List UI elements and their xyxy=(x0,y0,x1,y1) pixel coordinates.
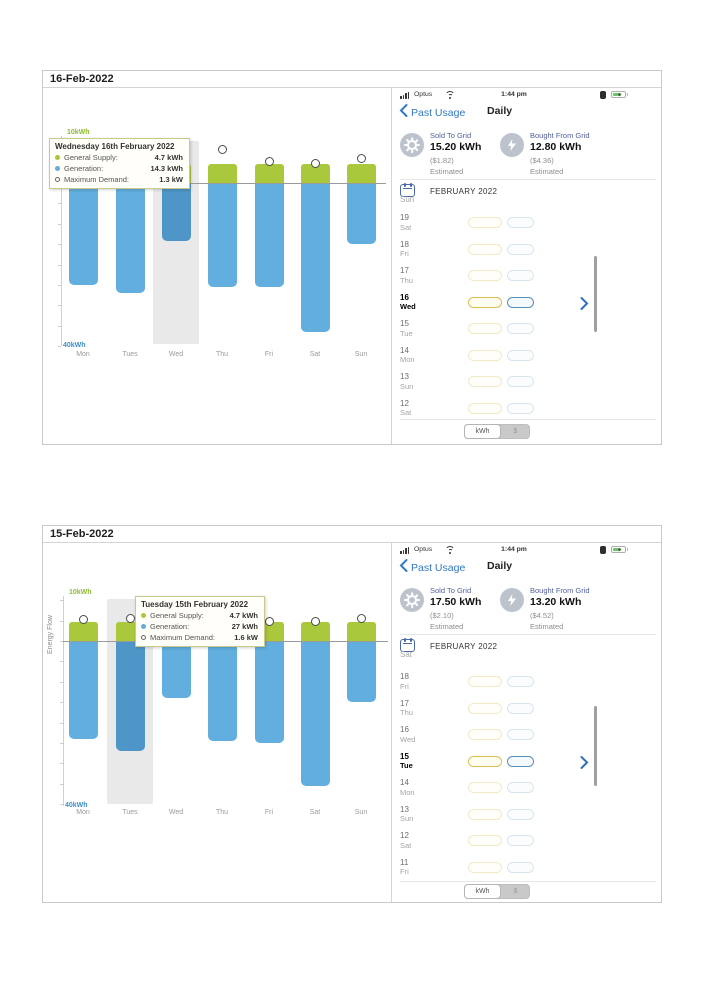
date-list-item[interactable] xyxy=(392,858,602,882)
date-number: 15 xyxy=(400,319,409,328)
stat-value: 15.20 kWh xyxy=(430,141,482,153)
signal-bar xyxy=(408,92,410,100)
generation-bar[interactable] xyxy=(347,183,376,244)
dollar-toggle-option[interactable]: $ xyxy=(513,888,518,895)
max-demand-marker[interactable] xyxy=(357,154,366,163)
tooltip-title: Wednesday 16th February 2022 xyxy=(55,142,175,151)
forward-chevron-icon[interactable] xyxy=(580,297,589,315)
stat-label: Sold To Grid xyxy=(430,586,472,595)
date-weekday: Sat xyxy=(400,408,412,417)
date-weekday: Sat xyxy=(400,840,412,850)
generation-bar[interactable] xyxy=(69,641,98,739)
nav-title: Daily xyxy=(487,105,513,117)
sold-to-grid-pill xyxy=(468,376,502,387)
date-weekday: Wed xyxy=(400,302,416,311)
y-axis-tick xyxy=(58,224,61,225)
section-divider xyxy=(400,419,656,420)
generation-bar[interactable] xyxy=(255,183,284,287)
max-demand-marker[interactable] xyxy=(311,617,320,626)
date-weekday: Fri xyxy=(400,867,409,876)
x-axis-label: Sun xyxy=(354,809,368,816)
bolt-icon xyxy=(500,133,524,157)
x-axis-label: Thu xyxy=(215,351,229,358)
stat-note: Estimated xyxy=(430,167,464,176)
sun-center xyxy=(407,595,417,605)
y-axis-tick xyxy=(60,804,63,805)
clipped-weekday-label: Sat xyxy=(400,650,413,659)
date-number: 18 xyxy=(400,672,409,681)
back-button-label: Past Usage xyxy=(411,107,466,119)
date-list-item[interactable] xyxy=(392,240,602,264)
panel-date-title: 15-Feb-2022 xyxy=(50,528,114,540)
tooltip-label: Generation: xyxy=(64,164,104,173)
date-weekday: Sun xyxy=(400,814,414,823)
sun-center xyxy=(407,140,417,150)
bought-from-grid-pill xyxy=(507,676,534,687)
tooltip-label: General Supply: xyxy=(64,153,118,162)
calendar-tab xyxy=(404,183,406,187)
date-weekday: Sat xyxy=(400,222,412,232)
supply-bar[interactable] xyxy=(347,164,376,183)
wifi-icon xyxy=(445,90,457,99)
date-number: 16 xyxy=(400,292,409,302)
supply-legend-marker xyxy=(55,155,60,160)
sold-to-grid-pill xyxy=(468,244,502,255)
bought-from-grid-pill xyxy=(507,809,534,820)
date-list-item[interactable] xyxy=(392,213,602,237)
tooltip-label: Generation: xyxy=(150,622,190,631)
nav-bar xyxy=(392,559,664,574)
y-axis-tick xyxy=(58,265,61,266)
signal-strength-icon xyxy=(400,91,411,99)
x-axis-label: Sat xyxy=(309,809,321,816)
y-axis-tick xyxy=(58,326,61,327)
signal-bar xyxy=(405,93,407,99)
stat-cost: ($2.10) xyxy=(430,611,454,620)
stat-card xyxy=(500,131,600,179)
date-weekday: Mon xyxy=(400,355,415,364)
bought-from-grid-pill xyxy=(507,270,534,281)
y-axis-tick xyxy=(60,600,63,601)
generation-bar[interactable] xyxy=(162,183,191,241)
wifi-dot xyxy=(449,97,451,99)
date-number: 11 xyxy=(400,857,409,867)
battery-icon xyxy=(611,546,626,554)
stat-label: Bought From Grid xyxy=(530,586,590,595)
tooltip-value: 4.7 kWh xyxy=(154,153,183,162)
phone-screenshot xyxy=(392,542,661,902)
back-button-label: Past Usage xyxy=(411,562,466,574)
x-axis-label: Tues xyxy=(122,809,138,816)
scrollbar[interactable] xyxy=(594,706,597,786)
date-weekday: Tue xyxy=(400,328,413,338)
tooltip-value: 14.3 kWh xyxy=(150,164,183,173)
energy-flow-chart xyxy=(43,87,391,444)
bolt-icon xyxy=(500,588,524,612)
stat-cost: ($4.52) xyxy=(530,611,554,620)
battery-icon xyxy=(611,91,626,99)
dollar-toggle-option[interactable]: $ xyxy=(513,428,518,435)
bought-from-grid-pill xyxy=(507,323,534,334)
date-list-item[interactable] xyxy=(392,699,602,723)
sold-to-grid-pill xyxy=(468,676,502,687)
bought-from-grid-pill xyxy=(507,403,534,414)
date-list-item[interactable] xyxy=(392,319,602,343)
tooltip-row xyxy=(141,622,258,631)
signal-bar xyxy=(403,95,405,100)
sold-to-grid-pill xyxy=(468,270,502,281)
carrier-label: Optus xyxy=(414,91,433,98)
stat-label: Bought From Grid xyxy=(530,131,590,140)
date-list-item[interactable] xyxy=(392,752,602,776)
energy-flow-chart xyxy=(43,542,391,902)
date-number: 19 xyxy=(400,213,409,222)
kwh-toggle-option[interactable]: kWh xyxy=(464,424,501,439)
report-panel-15-feb xyxy=(42,525,662,903)
y-axis-tick xyxy=(58,244,61,245)
carrier-label: Optus xyxy=(414,546,433,553)
status-accessory-icon xyxy=(600,91,606,99)
stat-note: Estimated xyxy=(430,622,464,631)
y-axis-bottom-label: 40kWh xyxy=(65,802,88,809)
x-axis-label: Mon xyxy=(76,351,90,358)
month-header xyxy=(392,639,664,655)
tooltip-row xyxy=(141,611,258,620)
y-axis-tick xyxy=(60,661,63,662)
month-label: FEBRUARY 2022 xyxy=(430,187,498,196)
sold-to-grid-pill xyxy=(468,835,502,846)
calendar-line xyxy=(403,188,412,189)
x-axis-label: Thu xyxy=(215,809,229,816)
date-list-item[interactable] xyxy=(392,831,602,855)
generation-legend-marker xyxy=(141,624,146,629)
date-weekday: Sun xyxy=(400,381,414,391)
max-demand-marker[interactable] xyxy=(265,157,274,166)
x-axis-label: Fri xyxy=(264,351,274,358)
signal-bar xyxy=(400,551,402,554)
sun-icon xyxy=(400,133,424,157)
signal-bar xyxy=(408,547,410,555)
date-number: 14 xyxy=(400,345,409,355)
back-button[interactable] xyxy=(399,104,465,122)
x-axis-label: Wed xyxy=(168,809,184,816)
stat-note: Estimated xyxy=(530,622,564,631)
unit-toggle xyxy=(464,884,530,899)
bought-from-grid-pill xyxy=(507,376,534,387)
bought-from-grid-pill xyxy=(507,862,534,873)
signal-bar xyxy=(400,96,402,99)
x-axis-label: Wed xyxy=(168,351,184,358)
y-axis-tick xyxy=(58,203,61,204)
supply-legend-marker xyxy=(141,613,146,618)
bought-from-grid-pill xyxy=(507,297,534,308)
date-number: 14 xyxy=(400,778,409,787)
stat-label: Sold To Grid xyxy=(430,131,472,140)
max-demand-marker[interactable] xyxy=(311,159,320,168)
date-number: 17 xyxy=(400,698,409,708)
date-weekday: Thu xyxy=(400,275,413,285)
sold-to-grid-pill xyxy=(468,297,502,308)
stat-card xyxy=(500,586,600,634)
status-bar xyxy=(392,89,664,101)
sold-to-grid-pill xyxy=(468,323,502,334)
date-list-item[interactable] xyxy=(392,778,602,802)
y-axis-tick xyxy=(58,285,61,286)
status-bar xyxy=(392,544,664,556)
x-axis-label: Fri xyxy=(264,809,274,816)
y-axis-top-label: 10kWh xyxy=(69,589,92,596)
tooltip-row xyxy=(55,175,183,184)
sold-to-grid-pill xyxy=(468,729,502,740)
date-number: 12 xyxy=(400,831,409,840)
generation-bar[interactable] xyxy=(208,183,237,287)
bought-from-grid-pill xyxy=(507,756,534,767)
stat-value: 12.80 kWh xyxy=(530,141,582,153)
date-list-item[interactable] xyxy=(392,266,602,290)
bought-from-grid-pill xyxy=(507,217,534,228)
generation-bar[interactable] xyxy=(162,641,191,698)
chart-tooltip xyxy=(49,138,190,189)
signal-bar xyxy=(403,550,405,555)
bolt-glyph xyxy=(508,139,516,151)
x-axis-label: Tues xyxy=(122,351,138,358)
sold-to-grid-pill xyxy=(468,862,502,873)
month-label: FEBRUARY 2022 xyxy=(430,642,498,651)
y-axis-tick xyxy=(60,743,63,744)
y-axis-line xyxy=(63,596,64,806)
date-weekday: Fri xyxy=(400,681,409,691)
tooltip-value: 1.6 kW xyxy=(234,633,258,642)
date-number: 15 xyxy=(400,751,409,761)
month-header xyxy=(392,184,664,200)
clipped-list-row xyxy=(400,195,415,205)
bought-from-grid-pill xyxy=(507,244,534,255)
sold-to-grid-pill xyxy=(468,403,502,414)
sold-to-grid-pill xyxy=(468,217,502,228)
x-axis-label: Mon xyxy=(76,809,90,816)
bought-from-grid-pill xyxy=(507,729,534,740)
tooltip-value: 1.3 kW xyxy=(159,175,183,184)
demand-legend-marker xyxy=(55,177,60,182)
stat-value: 17.50 kWh xyxy=(430,596,482,608)
x-axis-label: Sun xyxy=(354,351,368,358)
section-divider xyxy=(400,881,656,882)
tooltip-label: General Supply: xyxy=(150,611,204,620)
date-list-item[interactable] xyxy=(392,672,602,696)
y-axis-bottom-label: 40kWh xyxy=(63,342,86,349)
bolt-glyph xyxy=(508,594,516,606)
y-axis-tick xyxy=(60,621,63,622)
panel-date-title: 16-Feb-2022 xyxy=(50,73,114,85)
generation-bar[interactable] xyxy=(69,183,98,285)
clipped-list-row xyxy=(400,650,413,660)
y-axis-tick xyxy=(58,346,61,347)
tooltip-label: Maximum Demand: xyxy=(64,175,130,184)
stat-card xyxy=(400,586,500,634)
chart-tooltip xyxy=(135,596,265,647)
date-number: 18 xyxy=(400,239,409,249)
sold-to-grid-pill xyxy=(468,703,502,714)
back-chevron-icon xyxy=(399,104,408,122)
demand-legend-marker xyxy=(141,635,146,640)
date-weekday: Thu xyxy=(400,708,413,717)
date-weekday: Wed xyxy=(400,734,416,744)
date-weekday: Tue xyxy=(400,761,413,770)
sold-to-grid-pill xyxy=(468,809,502,820)
nav-bar xyxy=(392,104,664,119)
tooltip-row xyxy=(55,164,183,173)
date-number: 17 xyxy=(400,266,409,275)
stat-value: 13.20 kWh xyxy=(530,596,582,608)
y-axis-tick xyxy=(58,305,61,306)
forward-chevron-icon[interactable] xyxy=(580,756,589,774)
report-panel-16-feb xyxy=(42,70,662,445)
sun-icon xyxy=(400,588,424,612)
date-weekday: Fri xyxy=(400,249,409,258)
y-axis-tick xyxy=(60,702,63,703)
nav-title: Daily xyxy=(487,560,513,572)
battery-cap xyxy=(627,93,629,96)
unit-toggle xyxy=(464,424,530,439)
y-axis-tick xyxy=(60,763,63,764)
generation-bar[interactable] xyxy=(208,641,237,741)
supply-bar[interactable] xyxy=(255,164,284,183)
generation-bar[interactable] xyxy=(116,641,145,751)
max-demand-marker[interactable] xyxy=(357,614,366,623)
calendar-tab xyxy=(404,638,406,642)
generation-bar[interactable] xyxy=(116,183,145,293)
status-time: 1:44 pm xyxy=(501,91,527,98)
supply-bar[interactable] xyxy=(347,622,376,641)
tooltip-row xyxy=(141,633,258,642)
tooltip-row xyxy=(55,153,183,162)
supply-bar[interactable] xyxy=(69,622,98,641)
bought-from-grid-pill xyxy=(507,835,534,846)
tooltip-value: 27 kWh xyxy=(231,622,258,631)
date-list-item[interactable] xyxy=(392,346,602,370)
back-chevron-icon xyxy=(399,559,408,577)
wifi-icon xyxy=(445,545,457,554)
y-axis-tick xyxy=(60,682,63,683)
sold-to-grid-pill xyxy=(468,756,502,767)
phone-screenshot xyxy=(392,87,661,444)
generation-bar[interactable] xyxy=(301,641,330,786)
y-axis-top-label: 10kWh xyxy=(67,129,90,136)
bought-from-grid-pill xyxy=(507,703,534,714)
generation-bar[interactable] xyxy=(301,183,330,332)
calendar-tab xyxy=(410,183,412,187)
max-demand-marker[interactable] xyxy=(218,145,227,154)
scrollbar[interactable] xyxy=(594,256,597,332)
section-divider xyxy=(400,634,656,635)
wifi-dot xyxy=(449,552,451,554)
date-number: 13 xyxy=(400,372,409,381)
generation-legend-marker xyxy=(55,166,60,171)
tooltip-title: Tuesday 15th February 2022 xyxy=(141,600,249,609)
calendar-line xyxy=(403,643,412,644)
date-list-item[interactable] xyxy=(392,372,602,396)
kwh-toggle-option[interactable]: kWh xyxy=(464,884,501,899)
calendar-tab xyxy=(410,638,412,642)
back-button[interactable] xyxy=(399,559,465,577)
bought-from-grid-pill xyxy=(507,782,534,793)
battery-cap xyxy=(627,548,629,551)
stat-card xyxy=(400,131,500,179)
y-axis-tick xyxy=(60,784,63,785)
stat-cost: ($4.36) xyxy=(530,156,554,165)
date-number: 12 xyxy=(400,398,409,408)
max-demand-marker[interactable] xyxy=(126,614,135,623)
sold-to-grid-pill xyxy=(468,782,502,793)
date-number: 13 xyxy=(400,804,409,814)
x-axis-label: Sat xyxy=(309,351,321,358)
signal-strength-icon xyxy=(400,546,411,554)
supply-bar[interactable] xyxy=(208,164,237,183)
max-demand-marker[interactable] xyxy=(79,615,88,624)
stat-cost: ($1.82) xyxy=(430,156,454,165)
generation-bar[interactable] xyxy=(347,641,376,702)
tooltip-label: Maximum Demand: xyxy=(150,633,216,642)
bought-from-grid-pill xyxy=(507,350,534,361)
stat-note: Estimated xyxy=(530,167,564,176)
date-list-item[interactable] xyxy=(392,293,602,317)
date-number: 16 xyxy=(400,725,409,734)
date-list-item[interactable] xyxy=(392,725,602,749)
signal-bar xyxy=(405,548,407,554)
clipped-weekday-label: Sun xyxy=(400,195,415,204)
y-axis-tick xyxy=(60,723,63,724)
y-axis-title: Energy Flow xyxy=(47,615,54,654)
section-divider xyxy=(400,179,656,180)
date-list-item[interactable] xyxy=(392,805,602,829)
status-accessory-icon xyxy=(600,546,606,554)
status-time: 1:44 pm xyxy=(501,546,527,553)
tooltip-value: 4.7 kWh xyxy=(229,611,258,620)
date-weekday: Mon xyxy=(400,787,415,797)
max-demand-marker[interactable] xyxy=(265,617,274,626)
sold-to-grid-pill xyxy=(468,350,502,361)
generation-bar[interactable] xyxy=(255,641,284,743)
